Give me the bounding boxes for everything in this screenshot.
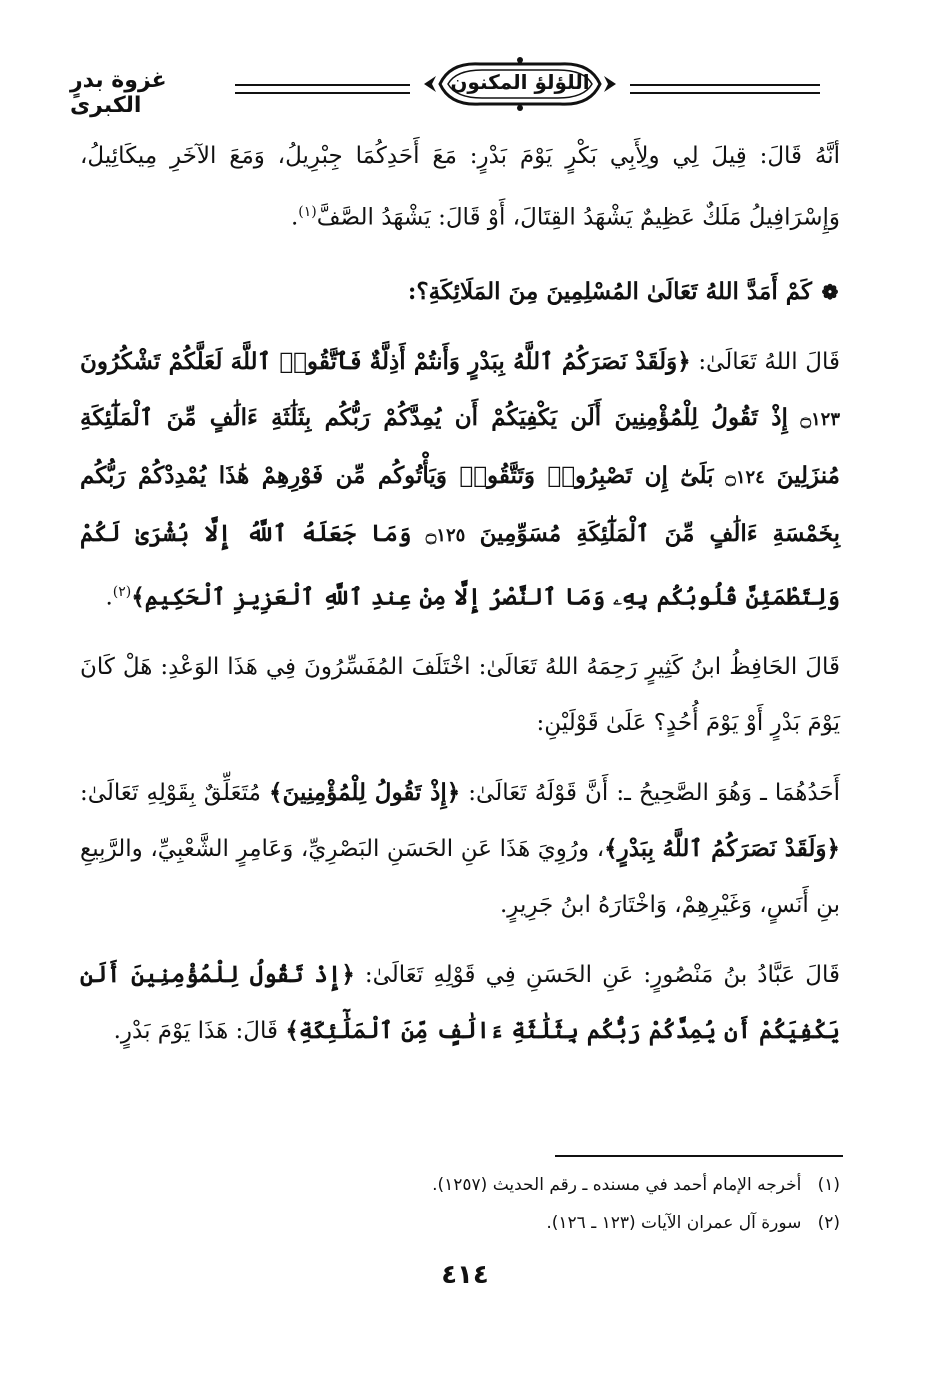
paragraph-2-intro: قَالَ اللهُ تَعَالَىٰ: [698, 348, 840, 375]
paragraph-1-text: أنَّهُ قَالَ: قِيلَ لِي ولِأَبِي بَكْرٍ يَوْمَ بَدْرٍ: مَعَ أَحَدِكُمَا جِبْرِيلُ، وَمَعَ الآخَرِ مِيكَائِيلُ، وَإِسْرَافِيلُ مَلَكٌ عَظِيمٌ يَشْهَدُ القِتَالَ، أَوْ قَالَ: يَشْهَدُ الصَّفَّ [80, 143, 840, 231]
header-rule-left [235, 84, 410, 94]
paragraph-4-text-a: أَحَدُهُمَا ـ وَهُوَ الصَّحِيحُ ـ: أَنَّ قَوْلَهُ تَعَالَىٰ: [468, 780, 841, 807]
ayah-number-123: ۝١٢٣ [800, 408, 841, 430]
header-rule-right [630, 84, 820, 94]
ayah-number-124: ۝١٢٤ [725, 466, 765, 488]
quran-quote-a: ﴿إِذْ تَقُولُ لِلْمُؤْمِنِينَ﴾ [269, 779, 461, 807]
quran-verse-124: إِذْ تَقُولُ لِلْمُؤْمِنِينَ أَلَن يَكْفِيَكُمْ أَن يُمِدَّكُمْ رَبُّكُم بِثَلَٰثَةِ ءَالَٰفٍ مِّنَ ٱلْمَلَٰٓئِكَةِ مُنزَلِينَ [80, 403, 841, 489]
page-number: ٤١٤ [441, 1260, 489, 1290]
footnote-1 [80, 1166, 840, 1204]
paragraph-5 [80, 947, 840, 1059]
footnote-number: (١) [817, 1175, 840, 1195]
footnote-divider [555, 1155, 843, 1157]
quran-quote-c: ﴿إِذْ تَقُولُ لِلْمُؤْمِنِينَ أَلَن يَكْفِيَكُمْ أَن يُمِدَّكُمْ رَبُّكُم بِثَلَٰثَةِ ءَالَٰفٍ مِّنَ ٱلْمَلَٰٓئِكَةِ﴾ [80, 961, 840, 1045]
quran-verse-125: بَلَىٰٓ إِن تَصْبِرُوا۟ وَتَتَّقُوا۟ وَيَأْتُوكُم مِّن فَوْرِهِمْ هَٰذَا يُمْدِدْكُمْ رَبُّكُم بِخَمْسَةِ ءَالَٰفٍ مِّنَ ٱلْمَلَٰٓئِكَةِ مُسَوِّمِينَ [80, 461, 841, 547]
flower-bullet-icon: ❁ [821, 279, 839, 304]
chapter-title: غزوة بدرٍ الكبرى [70, 68, 167, 118]
quran-verse-123: ﴿وَلَقَدْ نَصَرَكُمُ ٱللَّهُ بِبَدْرٍ وَأَنتُمْ أَذِلَّةٌ فَٱتَّقُوا۟ ٱللَّهَ لَعَلَّكُمْ تَشْكُرُونَ [80, 347, 691, 375]
footnote-text: سورة آل عمران الآيات (١٢٣ ـ ١٢٦). [546, 1213, 802, 1233]
book-title-ornament [420, 56, 620, 112]
quran-quote-b: ﴿وَلَقَدْ نَصَرَكُمُ ٱللَّهُ بِبَدْرٍ﴾ [604, 835, 840, 863]
paragraph-4-text-b: مُتَعَلِّقٌ بِقَوْلِهِ تَعَالَىٰ: [80, 780, 261, 807]
paragraph-5-text-b: قَالَ: هَذَا يَوْمَ بَدْرٍ. [113, 1018, 278, 1045]
section-heading [80, 264, 840, 320]
quran-verse-126: وَمَا جَعَلَهُ ٱللَّهُ إِلَّا بُشْرَىٰ لَكُمْ وَلِتَطْمَئِنَّ قُلُوبُكُم بِهِۦ وَمَا ٱلنَّصْرُ إِلَّا مِنْ عِندِ ٱللَّهِ ٱلْعَزِيزِ ٱلْحَكِيمِ﴾ [80, 519, 840, 611]
main-text [80, 128, 840, 1073]
paragraph-4-text-c: ، ورُوِيَ هَذَا عَنِ الحَسَنِ البَصْرِيِّ، وَعَامِرٍ الشَّعْبِيِّ، والرَّبِيعِ بنِ أَنَسٍ، وَغَيْرِهِمْ، وَاخْتَارَهُ ابنُ جَرِيرٍ. [80, 836, 840, 919]
ayah-number-125: ۝١٢٥ [425, 524, 466, 546]
paragraph-1-end: . [290, 204, 299, 231]
paragraph-5-text-a: قَالَ عَبَّادُ بنُ مَنْصُورٍ: عَنِ الحَسَنِ فِي قَوْلِهِ تَعَالَىٰ: [364, 962, 840, 989]
paragraph-2-end: . [105, 584, 113, 611]
footnote-2 [80, 1204, 840, 1242]
paragraph-4 [80, 765, 840, 933]
book-title: اللؤلؤ المكنون [450, 70, 590, 94]
page-header [70, 52, 870, 122]
paragraph-1 [80, 128, 840, 246]
paragraph-3-text: قَالَ الحَافِظُ ابنُ كَثِيرٍ رَحِمَهُ اللهُ تَعَالَىٰ: اخْتَلَفَ المُفَسِّرُونَ فِي هَذَا الوَعْدِ: هَلْ كَانَ يَوْمَ بَدْرٍ أَوْ يَوْمَ أُحُدٍ؟ عَلَىٰ قَوْلَيْنِ: [80, 654, 840, 737]
footnote-number: (٢) [817, 1213, 840, 1233]
footnotes [80, 1166, 840, 1242]
footnote-ref-2: (٢) [112, 583, 132, 600]
footnote-ref-1: (١) [298, 204, 317, 220]
paragraph-3 [80, 639, 840, 751]
footnote-text: أخرجه الإمام أحمد في مسنده ـ رقم الحديث (١٢٥٧). [432, 1175, 802, 1195]
section-heading-text: كَمْ أَمَدَّ اللهُ تَعَالَىٰ المُسْلِمِينَ مِنَ المَلَائِكَةِ؟: [407, 277, 812, 305]
paragraph-2 [80, 334, 840, 626]
